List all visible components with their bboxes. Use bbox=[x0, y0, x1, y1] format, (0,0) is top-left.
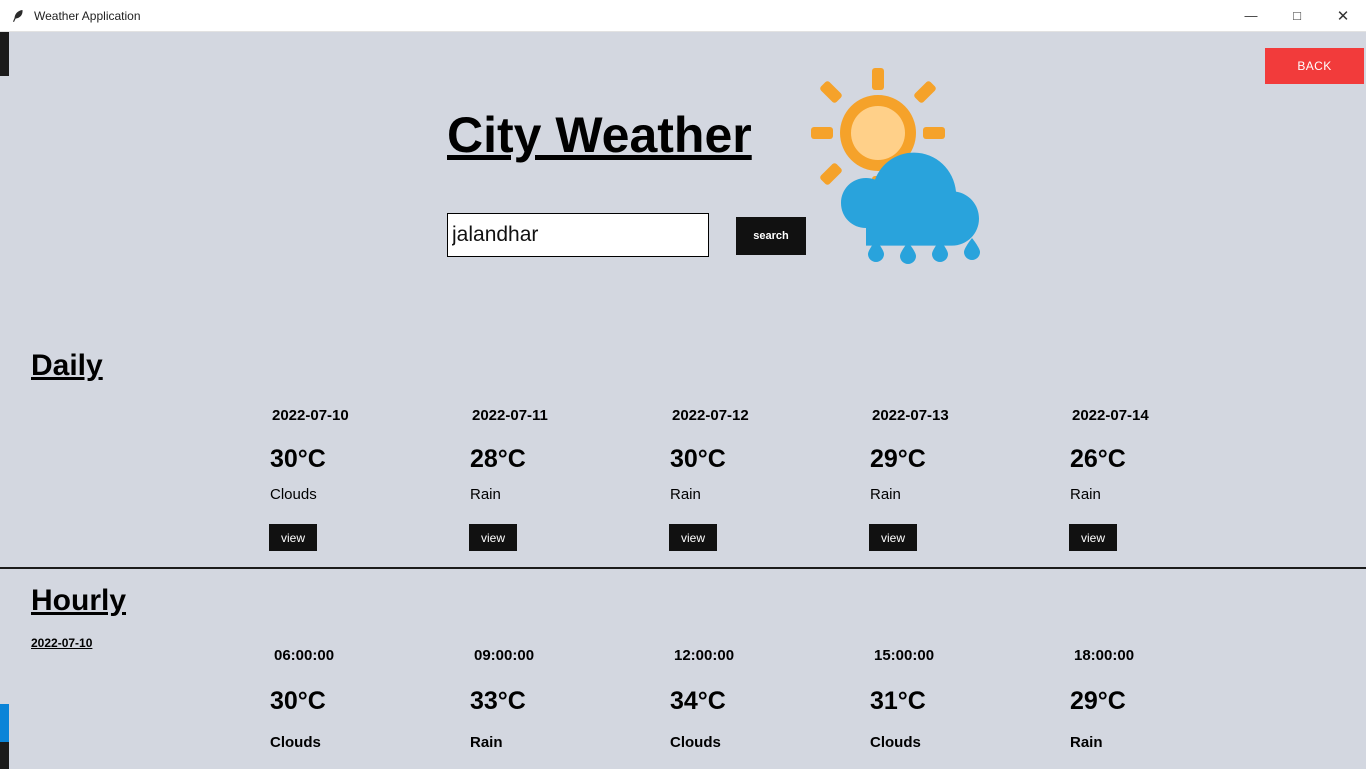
hourly-card bbox=[846, 642, 1046, 767]
hourly-section-heading: Hourly bbox=[31, 584, 127, 617]
daily-condition: Rain bbox=[1070, 486, 1101, 503]
page-title: City Weather bbox=[447, 107, 752, 163]
daily-view-button[interactable]: view bbox=[1069, 524, 1117, 551]
hourly-card bbox=[1046, 642, 1246, 767]
close-button[interactable]: ✕ bbox=[1336, 7, 1350, 25]
hourly-card bbox=[446, 642, 646, 767]
hourly-time: 09:00:00 bbox=[474, 647, 535, 664]
section-divider bbox=[0, 567, 1366, 569]
hourly-condition: Clouds bbox=[670, 734, 721, 751]
daily-forecast-row bbox=[246, 402, 1326, 562]
hourly-forecast-row bbox=[246, 642, 1326, 767]
window-title: Weather Application bbox=[34, 8, 141, 23]
daily-card bbox=[646, 402, 846, 562]
edge-block-bottom bbox=[0, 742, 9, 769]
feather-icon bbox=[10, 8, 26, 24]
hourly-temperature: 34°C bbox=[670, 687, 726, 715]
daily-date: 2022-07-14 bbox=[1072, 407, 1149, 424]
daily-view-button[interactable]: view bbox=[669, 524, 717, 551]
daily-temperature: 28°C bbox=[470, 445, 526, 473]
hourly-condition: Clouds bbox=[270, 734, 321, 751]
daily-temperature: 30°C bbox=[670, 445, 726, 473]
daily-temperature: 29°C bbox=[870, 445, 926, 473]
daily-section-heading: Daily bbox=[31, 349, 103, 382]
hourly-temperature: 30°C bbox=[270, 687, 326, 715]
daily-date: 2022-07-13 bbox=[872, 407, 949, 424]
hourly-date-label: 2022-07-10 bbox=[31, 636, 93, 650]
maximize-button[interactable]: □ bbox=[1293, 8, 1301, 23]
app-body bbox=[0, 32, 1366, 769]
daily-card bbox=[846, 402, 1046, 562]
hourly-condition: Rain bbox=[470, 734, 503, 751]
hourly-temperature: 29°C bbox=[1070, 687, 1126, 715]
daily-card bbox=[1046, 402, 1246, 562]
window-title-bar bbox=[0, 0, 1366, 32]
daily-view-button[interactable]: view bbox=[269, 524, 317, 551]
edge-block-highlight bbox=[0, 704, 9, 742]
edge-block-top bbox=[0, 32, 9, 76]
hourly-temperature: 33°C bbox=[470, 687, 526, 715]
window-controls bbox=[1228, 0, 1366, 31]
daily-temperature: 26°C bbox=[1070, 445, 1126, 473]
back-button[interactable]: BACK bbox=[1265, 48, 1364, 84]
daily-condition: Rain bbox=[470, 486, 501, 503]
daily-view-button[interactable]: view bbox=[869, 524, 917, 551]
daily-card bbox=[446, 402, 646, 562]
daily-condition: Rain bbox=[670, 486, 701, 503]
daily-temperature: 30°C bbox=[270, 445, 326, 473]
hourly-time: 18:00:00 bbox=[1074, 647, 1135, 664]
daily-view-button[interactable]: view bbox=[469, 524, 517, 551]
hourly-condition: Rain bbox=[1070, 734, 1103, 751]
daily-date: 2022-07-11 bbox=[472, 407, 548, 424]
hourly-temperature: 31°C bbox=[870, 687, 926, 715]
daily-card bbox=[246, 402, 446, 562]
hourly-time: 12:00:00 bbox=[674, 647, 735, 664]
hourly-time: 15:00:00 bbox=[874, 647, 935, 664]
hourly-condition: Clouds bbox=[870, 734, 921, 751]
search-input[interactable] bbox=[447, 213, 709, 257]
hourly-card bbox=[646, 642, 846, 767]
hourly-card bbox=[246, 642, 446, 767]
daily-condition: Clouds bbox=[270, 486, 317, 503]
left-edge-strip bbox=[0, 32, 9, 769]
minimize-button[interactable]: — bbox=[1244, 8, 1258, 23]
search-button[interactable]: search bbox=[736, 217, 806, 255]
daily-date: 2022-07-10 bbox=[272, 407, 349, 424]
hourly-time: 06:00:00 bbox=[274, 647, 335, 664]
sun-cloud-rain-icon bbox=[806, 68, 1012, 273]
daily-condition: Rain bbox=[870, 486, 901, 503]
daily-date: 2022-07-12 bbox=[672, 407, 749, 424]
